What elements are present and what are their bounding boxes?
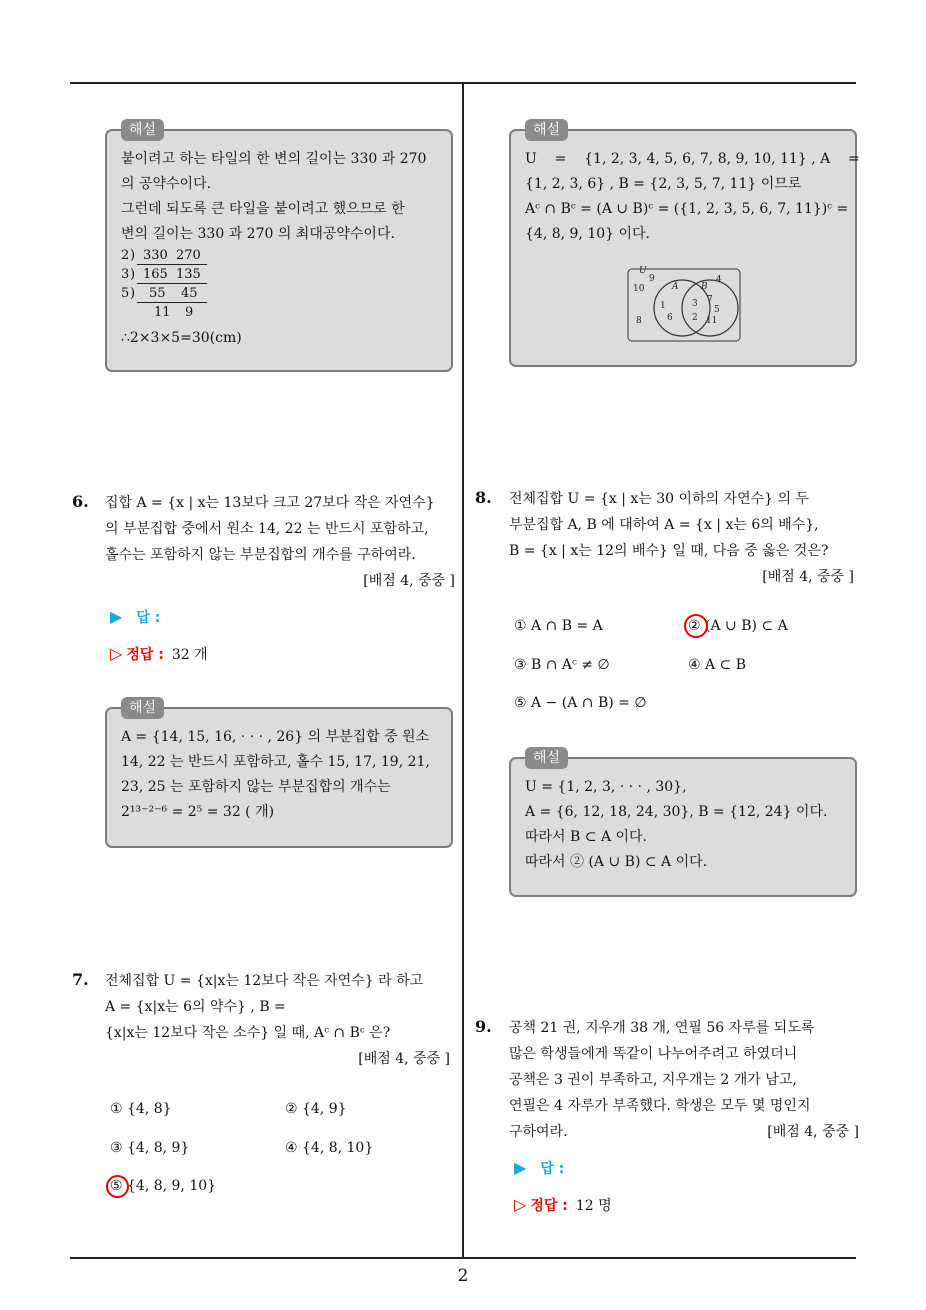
answer-label: 답 : — [136, 610, 161, 626]
solution-box-tile — [105, 122, 453, 372]
solution-box-7 — [509, 122, 860, 367]
solution-line: U = {1, 2, 3, 4, 5, 6, 7, 8, 9, 10, 11} , A = — [525, 151, 860, 167]
solution-label: 해설 — [121, 119, 164, 141]
dividend-b: 270 — [176, 248, 201, 263]
venn-label-b: B — [701, 282, 708, 292]
score-label: [배점 4, 중중 ] — [762, 569, 854, 585]
question-line: {x|x는 12보다 작은 소수} 일 때, Aᶜ ∩ Bᶜ 은? — [105, 1025, 391, 1041]
outline-triangle-icon: ▷ — [110, 644, 123, 663]
question-7 — [105, 968, 450, 1072]
question-6 — [105, 490, 455, 594]
solution-line: U = {1, 2, 3, · · · , 30}, — [525, 779, 687, 795]
option-1[interactable]: ① {4, 8} — [110, 1101, 172, 1117]
solution-box-8 — [509, 750, 857, 897]
division-row: 2 ) 330 270 — [121, 246, 231, 265]
question-number: 7. — [72, 970, 89, 989]
score-label: [배점 4, 중중 ] — [767, 1124, 859, 1140]
question-line: 구하여라. — [509, 1124, 568, 1140]
answer-row — [514, 1158, 564, 1178]
play-icon: ▶ — [514, 1158, 527, 1177]
divisor: 3 — [121, 267, 130, 282]
solution-result: ∴2×3×5=30(cm) — [121, 330, 242, 346]
solution-line: 14, 22 는 반드시 포함하고, 홀수 15, 17, 19, 21, — [121, 754, 430, 770]
correct-value: 32 개 — [171, 647, 208, 663]
question-line: 전체집합 U = {x | x는 30 이하의 자연수} 의 두 — [509, 491, 809, 507]
solution-label: 해설 — [525, 747, 568, 769]
solution-line: 2¹³⁻²⁻⁶ = 2⁵ = 32 ( 개) — [121, 804, 275, 820]
dividend-b: 135 — [176, 267, 201, 282]
option-5[interactable]: ⑤ A − (A ∩ B) = ∅ — [514, 695, 647, 711]
option-3[interactable]: ③ {4, 8, 9} — [110, 1140, 190, 1156]
score-label: [배점 4, 중중 ] — [358, 1051, 450, 1067]
venn-element: 2 — [692, 313, 698, 323]
venn-element: 8 — [636, 316, 642, 326]
solution-line: 의 공약수이다. — [121, 176, 212, 192]
option-3[interactable]: ③ B ∩ Aᶜ ≠ ∅ — [514, 657, 610, 673]
answer-row — [110, 607, 160, 627]
solution-line: Aᶜ ∩ Bᶜ = (A ∪ B)ᶜ = ({1, 2, 3, 5, 6, 7, 11})ᶜ = — [525, 201, 849, 217]
solution-line: 그런데 되도록 큰 타일을 붙이려고 했으므로 한 — [121, 201, 405, 217]
question-line: 연필은 4 자루가 부족했다. 학생은 모두 몇 명인지 — [509, 1098, 811, 1114]
question-line: B = {x | x는 12의 배수} 일 때, 다음 중 옳은 것은? — [509, 543, 829, 559]
dividend-a: 330 — [143, 248, 168, 263]
correct-label: 정답 : — [530, 1198, 568, 1214]
question-line: 집합 A = {x | x는 13보다 크고 27보다 작은 자연수} — [105, 495, 435, 511]
option-2[interactable]: ② (A ∪ B) ⊂ A — [688, 618, 788, 634]
question-line: 홀수는 포함하지 않는 부분집합의 개수를 구하여라. — [105, 547, 416, 563]
solution-line: 따라서 B ⊂ A 이다. — [525, 829, 647, 845]
option-4[interactable]: ④ {4, 8, 10} — [285, 1140, 374, 1156]
division-row — [121, 303, 231, 322]
option-1[interactable]: ① A ∩ B = A — [514, 618, 603, 634]
question-line: 공책 21 권, 지우개 38 개, 연필 56 자루를 되도록 — [509, 1020, 815, 1036]
question-9 — [509, 1015, 859, 1145]
bottom-rule — [70, 1257, 856, 1259]
page-number: 2 — [457, 1266, 469, 1286]
quotient-a: 11 — [154, 305, 171, 320]
column-divider — [462, 83, 464, 1259]
solution-line: 붙이려고 하는 타일의 한 변의 길이는 330 과 270 — [121, 151, 427, 167]
division-table — [121, 246, 231, 322]
solution-box-6 — [105, 700, 453, 848]
correct-answer-row — [110, 644, 208, 664]
question-line: A = {x|x는 6의 약수} , B = — [105, 999, 286, 1015]
question-line: 전체집합 U = {x|x는 12보다 작은 자연수} 라 하고 — [105, 973, 424, 989]
question-number: 6. — [72, 492, 89, 511]
quotient-b: 9 — [185, 305, 194, 320]
venn-label-a: A — [672, 282, 679, 292]
division-row: 3 ) 165 135 — [121, 265, 231, 284]
solution-line: {1, 2, 3, 6} , B = {2, 3, 5, 7, 11} 이므로 — [525, 176, 802, 192]
venn-diagram — [627, 265, 743, 345]
dividend-a: 55 — [149, 286, 166, 301]
solution-label: 해설 — [525, 119, 568, 141]
option-2[interactable]: ② {4, 9} — [285, 1101, 347, 1117]
solution-line: 따라서 ② (A ∪ B) ⊂ A 이다. — [525, 854, 708, 870]
answer-label: 답 : — [540, 1161, 565, 1177]
solution-line: A = {14, 15, 16, · · · , 26} 의 부분집합 중 원소 — [121, 729, 430, 745]
venn-element: 6 — [667, 313, 673, 323]
question-number: 9. — [475, 1017, 492, 1036]
question-line: 부분집합 A, B 에 대하여 A = {x | x는 6의 배수}, — [509, 517, 819, 533]
divisor: 2 — [121, 248, 130, 263]
venn-element: 9 — [649, 274, 655, 284]
correct-label: 정답 : — [126, 647, 164, 663]
venn-element: 7 — [707, 295, 713, 305]
division-row: 5 ) 55 45 — [121, 284, 231, 303]
option-5[interactable]: ⑤ {4, 8, 9, 10} — [110, 1178, 217, 1194]
solution-line: 23, 25 는 포함하지 않는 부분집합의 개수는 — [121, 779, 391, 795]
question-number: 8. — [475, 488, 492, 507]
answer-mark-circle — [106, 1175, 129, 1198]
question-line: 공책은 3 권이 부족하고, 지우개는 2 개가 남고, — [509, 1072, 797, 1088]
venn-label-u: U — [639, 266, 647, 276]
question-line: 의 부분집합 중에서 원소 14, 22 는 반드시 포함하고, — [105, 521, 429, 537]
answer-mark-circle — [684, 614, 708, 638]
venn-element: 5 — [714, 305, 720, 315]
solution-line: {4, 8, 9, 10} 이다. — [525, 226, 651, 242]
question-line: 많은 학생들에게 똑같이 나누어주려고 하였더니 — [509, 1046, 798, 1062]
venn-element: 1 — [660, 301, 666, 311]
option-4[interactable]: ④ A ⊂ B — [688, 657, 747, 673]
correct-answer-row — [514, 1195, 612, 1215]
question-8 — [509, 486, 854, 590]
play-icon: ▶ — [110, 607, 123, 626]
venn-element: 3 — [692, 299, 698, 309]
dividend-b: 45 — [181, 286, 198, 301]
solution-line: 변의 길이는 330 과 270 의 최대공약수이다. — [121, 226, 395, 242]
venn-element: 10 — [633, 284, 645, 294]
correct-value: 12 명 — [575, 1198, 612, 1214]
dividend-a: 165 — [143, 267, 168, 282]
score-label: [배점 4, 중중 ] — [363, 573, 455, 589]
solution-line: A = {6, 12, 18, 24, 30}, B = {12, 24} 이다. — [525, 804, 828, 820]
divisor: 5 — [121, 286, 130, 301]
venn-element: 11 — [706, 316, 718, 326]
solution-label: 해설 — [121, 697, 164, 719]
venn-element: 4 — [716, 275, 722, 285]
outline-triangle-icon: ▷ — [514, 1195, 527, 1214]
